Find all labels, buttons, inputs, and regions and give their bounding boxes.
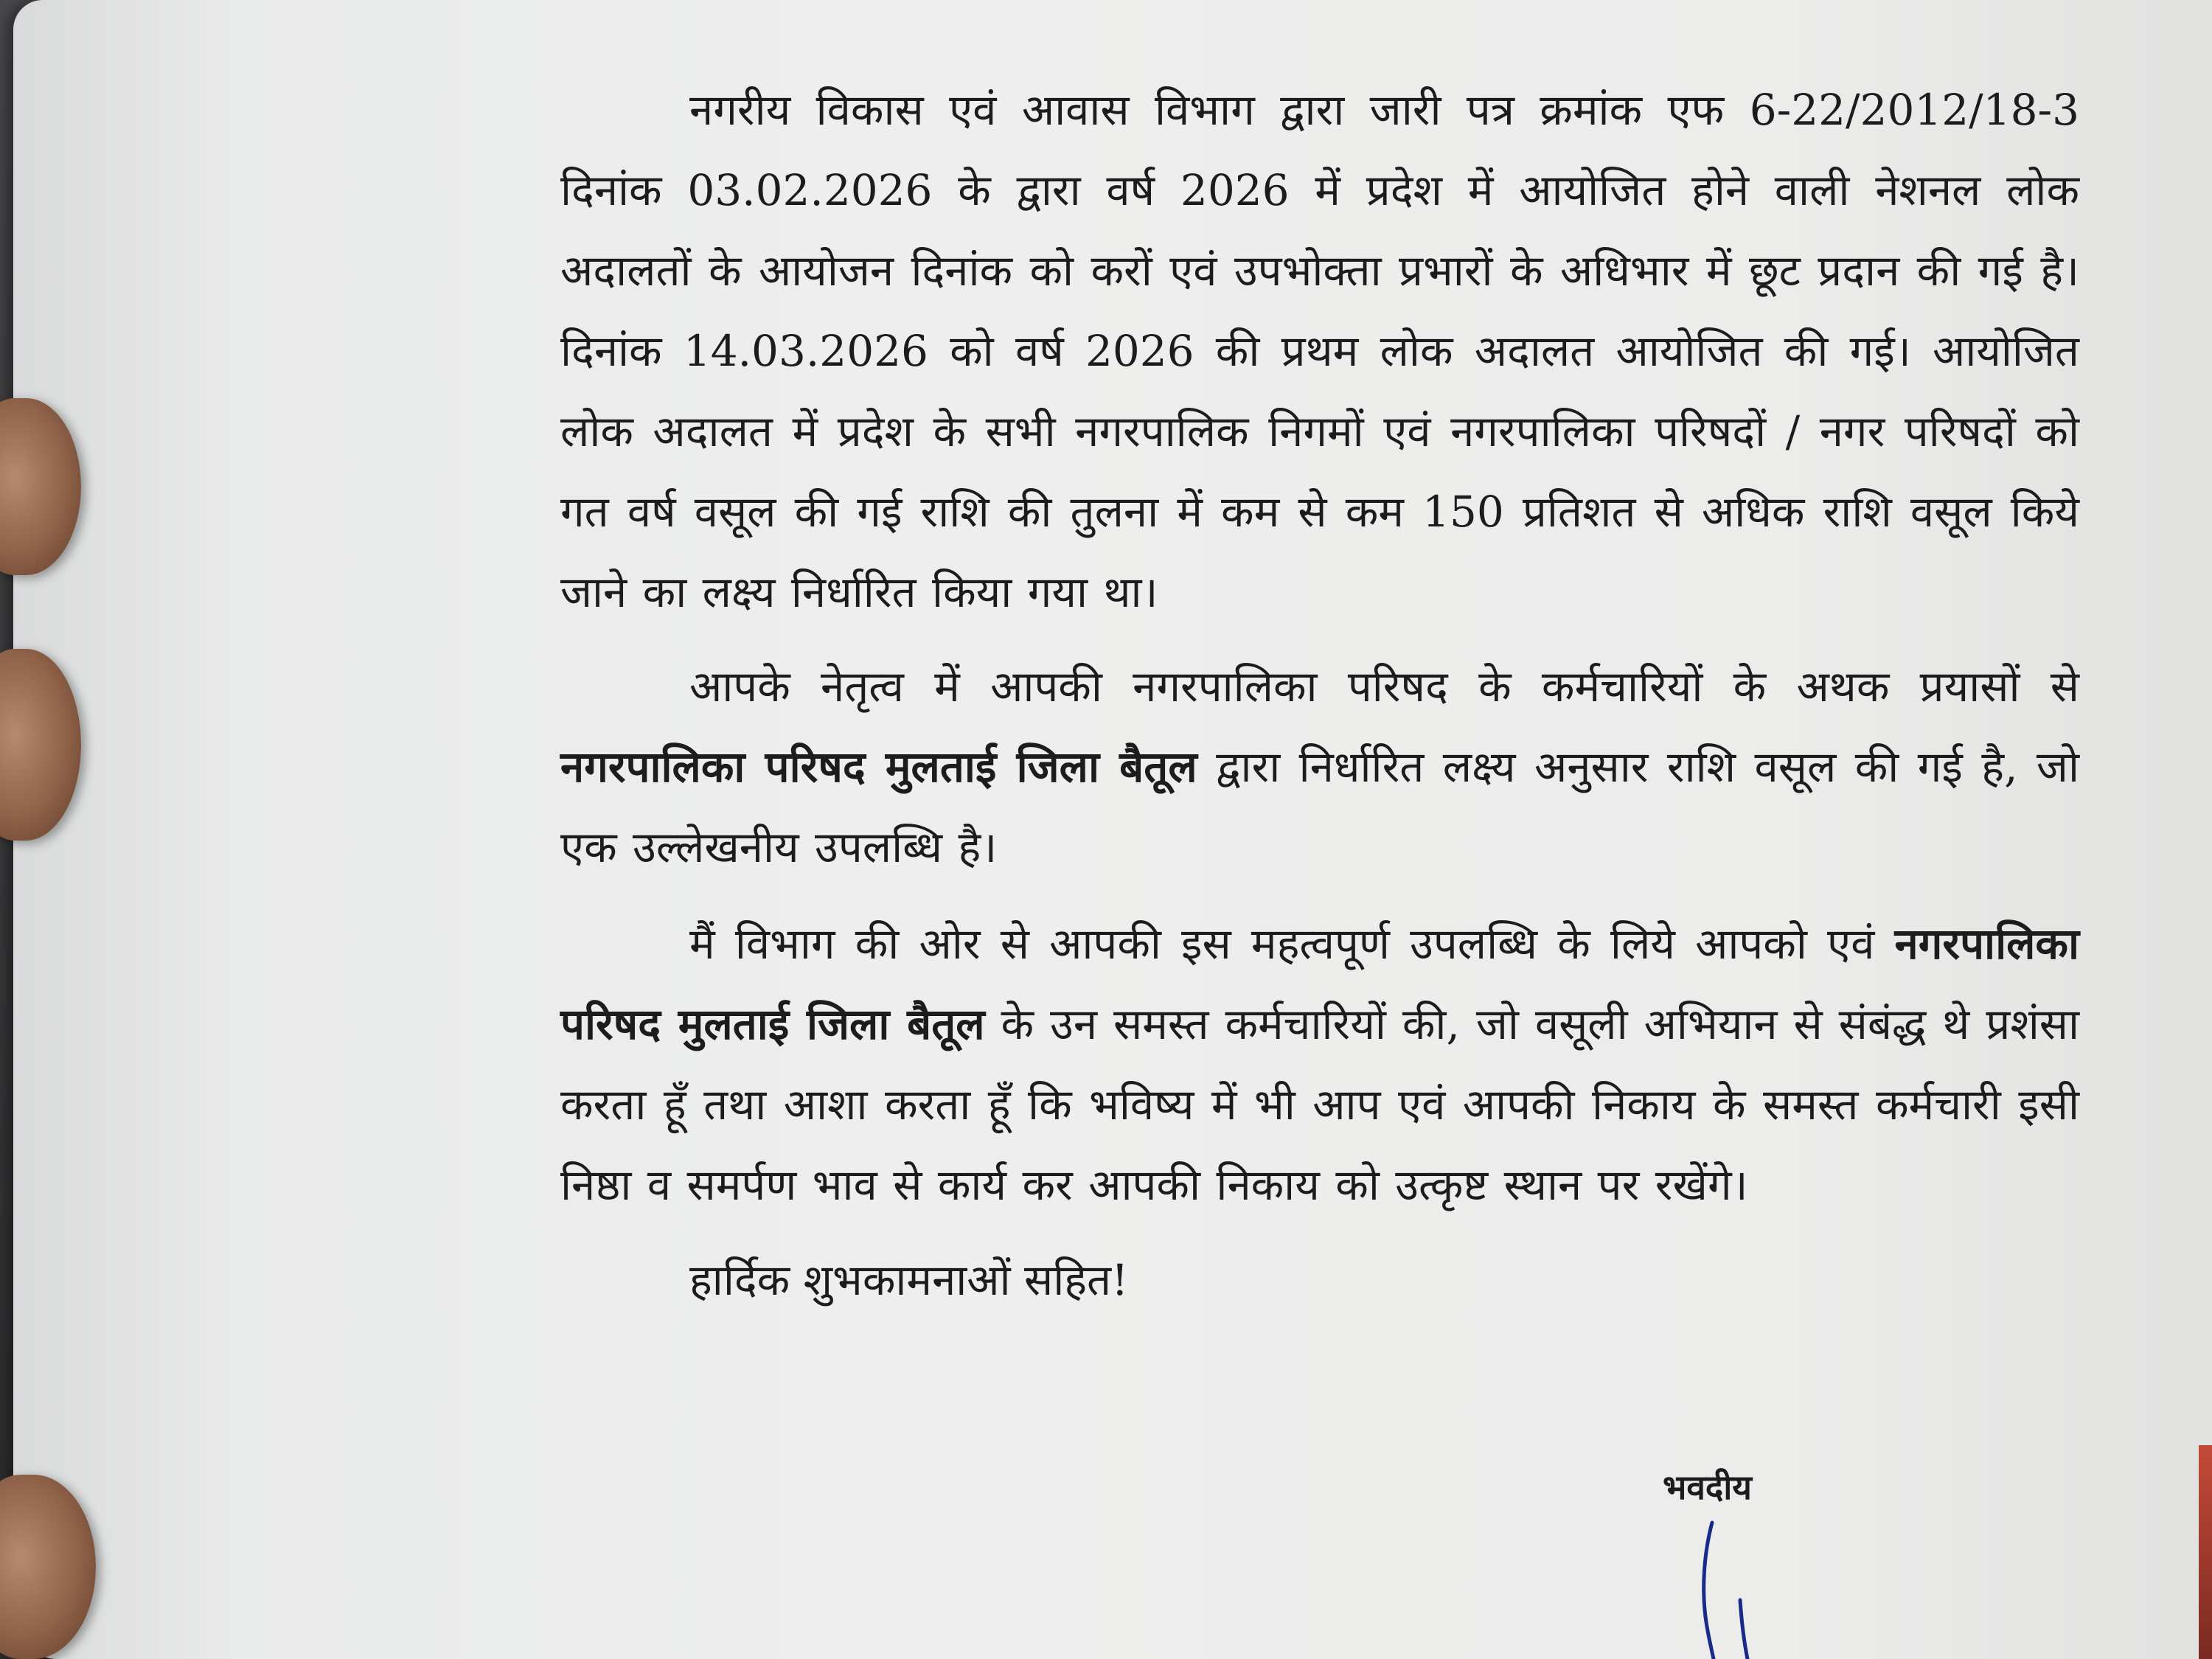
- paragraph-1: नगरीय विकास एवं आवास विभाग द्वारा जारी पत्र क्रमांक एफ 6-22/2012/18-3 दिनांक 03.02.2026 के द्वारा वर्ष 2026 में प्रदेश में आयोजित होने वाली नेशनल लोक अदालतों के आयोजन दिनांक को करों एवं उपभोक्ता प्रभारों के अधिभार में छूट प्रदान की गई है। दिनांक 14.03.2026 को वर्ष 2026 की प्रथम लोक अदालत आयोजित की गई। आयोजित लोक अदालत में प्रदेश के सभी नगरपालिक निगमों एवं नगरपालिका परिषदों / नगर परिषदों को गत वर्ष वसूल की गई राशि की तुलना में कम से कम 150 प्रतिशत से अधिक राशि वसूल किये जाने का लक्ष्य निर्धारित किया गया था।: [560, 85, 2079, 617]
- greeting-line: हार्दिक शुभकामनाओं सहित!: [689, 1255, 1129, 1305]
- paragraph-3-text-end: के उन समस्त कर्मचारियों की, जो वसूली अभियान से संबंद्ध थे प्रशंसा करता हूँ तथा आशा करता हूँ कि भविष्य में भी आप एवं आपकी निकाय के समस्त कर्मचारी इसी निष्ठा व समर्पण भाव से कार्य कर आपकी निकाय को उत्कृष्ट स्थान पर रखेंगे।: [560, 999, 2079, 1210]
- letter-body: [560, 70, 2079, 1321]
- paragraph-2: [560, 647, 2079, 888]
- paragraph-3: [560, 904, 2079, 1225]
- municipality-name-bold-2: नगरपालिका परिषद मुलताई जिला बैतूल: [560, 919, 2079, 1049]
- paragraph-2-text-start: आपके नेतृत्व में आपकी नगरपालिका परिषद के कर्मचारियों के अथक प्रयासों से: [689, 661, 2079, 712]
- signoff-label: भवदीय: [1663, 1467, 1752, 1507]
- signature-stroke: [1696, 1512, 1762, 1659]
- municipality-name-bold: नगरपालिका परिषद मुलताई जिला बैतूल: [560, 742, 1197, 792]
- background-object-edge: [2199, 1445, 2212, 1659]
- paragraph-3-text-start: मैं विभाग की ओर से आपकी इस महत्वपूर्ण उपलब्धि के लिये आपको एवं: [689, 919, 1895, 969]
- paragraph-2-text-end: द्वारा निर्धारित लक्ष्य अनुसार राशि वसूल की गई है, जो एक उल्लेखनीय उपलब्धि है।: [560, 742, 2079, 872]
